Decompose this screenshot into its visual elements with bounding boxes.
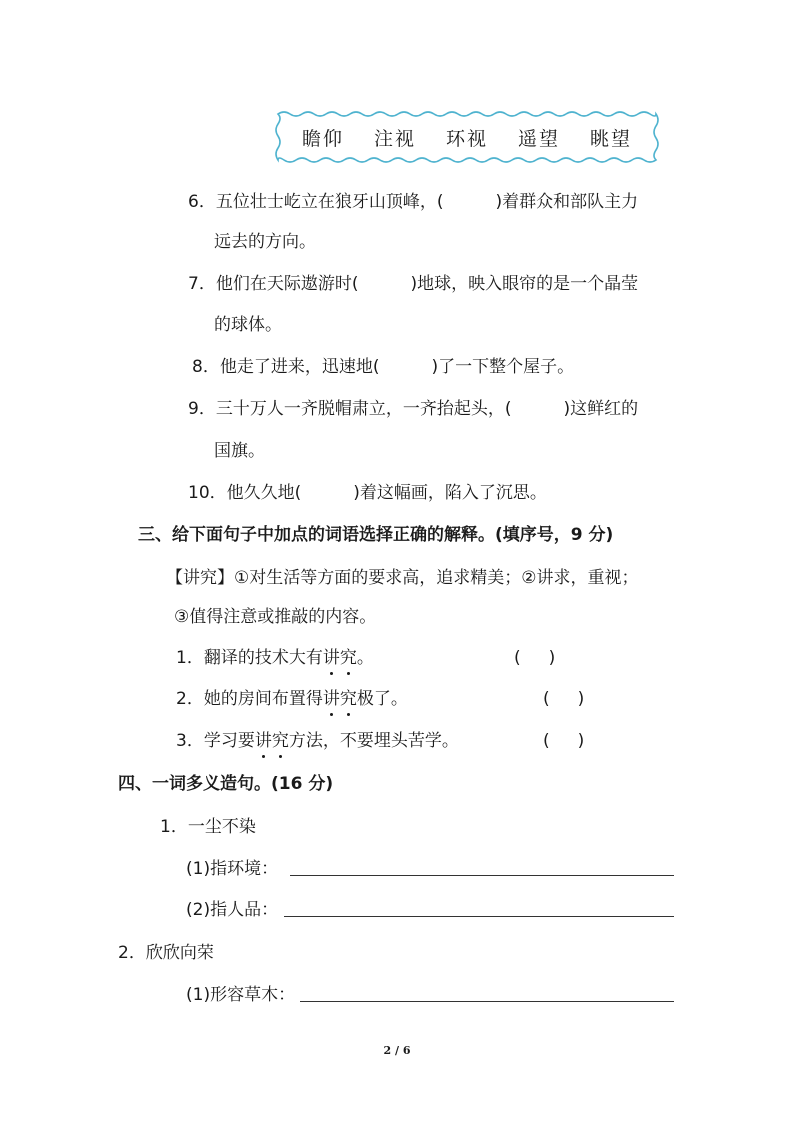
answer-blank[interactable]: ( )	[372, 357, 439, 377]
question-6: 6．五位壮士屹立在狼牙山顶峰，( )着群众和部队主力	[188, 192, 639, 212]
question-8: 8．他走了进来，迅速地( )了一下整个屋子。	[192, 357, 575, 377]
word-item: 瞻仰	[301, 127, 344, 150]
word-1-sub-2-label: (2)指人品：	[186, 900, 279, 920]
emphasis-char: 究	[271, 731, 289, 751]
question-9: 9．三十万人一齐脱帽肃立，一齐抬起头，( )这鲜红的	[188, 399, 639, 419]
word-item: 环视	[445, 127, 488, 150]
emphasis-char: 究	[339, 648, 357, 668]
question-10: 10．他久久地( )着这幅画，陷入了沉思。	[188, 483, 547, 503]
word-1-sub-1-label: (1)指环境：	[186, 859, 279, 879]
question-9-cont: 国旗。	[214, 441, 265, 461]
definition-line-2: ③值得注意或推敲的内容。	[174, 607, 377, 627]
word-item: 遥望	[518, 127, 561, 150]
answer-blank[interactable]: ( )	[351, 274, 418, 294]
question-7: 7．他们在天际遨游时( )地球，映入眼帘的是一个晶莹	[188, 274, 639, 294]
section-3-item-1: 1．翻译的技术大有讲究。	[176, 648, 374, 668]
section-4-title: 四、一词多义造句。(16 分)	[118, 774, 334, 794]
answer-paren[interactable]: ( )	[543, 689, 585, 709]
word-2-sub-1-label: (1)形容草木：	[186, 985, 296, 1005]
question-7-cont: 的球体。	[214, 315, 282, 335]
word-list	[272, 108, 662, 166]
word-1-label: 1．一尘不染	[160, 817, 256, 837]
answer-paren[interactable]: ( )	[543, 731, 585, 751]
section-3-title: 三、给下面句子中加点的词语选择正确的解释。(填序号，9 分)	[138, 525, 614, 545]
word-2-label: 2．欣欣向荣	[118, 943, 214, 963]
answer-paren[interactable]: ( )	[514, 648, 556, 668]
section-3-item-3: 3．学习要讲究方法，不要埋头苦学。	[176, 731, 459, 751]
page-number: 2 / 6	[383, 1044, 411, 1057]
emphasis-char: 讲	[254, 731, 272, 751]
definition-line-1: 【讲究】①对生活等方面的要求高，追求精美；②讲求，重视；	[166, 568, 639, 588]
word-item: 注视	[373, 127, 416, 150]
emphasis-char: 究	[339, 689, 357, 709]
answer-blank[interactable]: ( )	[436, 192, 503, 212]
answer-line[interactable]	[300, 1001, 674, 1002]
emphasis-char: 讲	[322, 689, 340, 709]
answer-line[interactable]	[284, 916, 674, 917]
question-6-cont: 远去的方向。	[214, 232, 316, 252]
answer-blank[interactable]: ( )	[504, 399, 571, 419]
word-choice-box	[272, 108, 662, 166]
emphasis-char: 讲	[322, 648, 340, 668]
answer-line[interactable]	[290, 875, 674, 876]
section-3-item-2: 2．她的房间布置得讲究极了。	[176, 689, 408, 709]
word-item: 眺望	[590, 127, 633, 150]
answer-blank[interactable]: ( )	[294, 483, 360, 503]
